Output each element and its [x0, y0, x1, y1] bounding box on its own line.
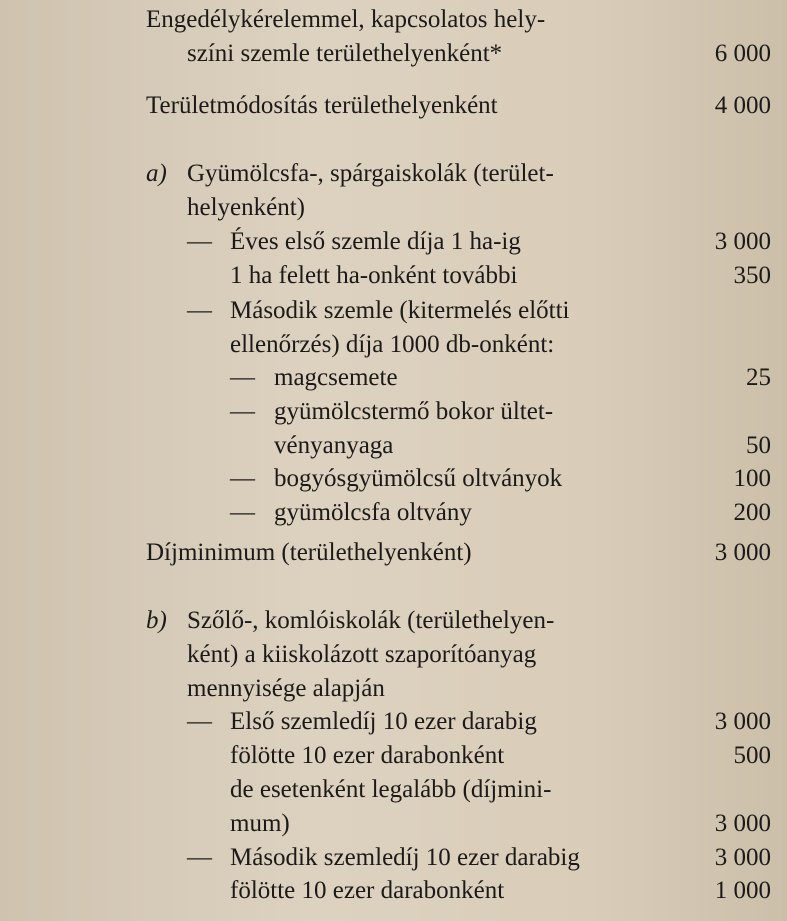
fee-value: 3 000 — [714, 708, 771, 735]
text-line: vényanyaga — [274, 432, 394, 459]
dash-mark: — — [187, 228, 212, 255]
fee-value: 3 000 — [714, 228, 771, 255]
text-line: Második szemle (kitermelés előtti — [230, 297, 570, 324]
text-line: Második szemledíj 10 ezer darabig — [230, 844, 580, 871]
dash-mark: — — [230, 364, 255, 391]
fee-value: 100 — [733, 465, 771, 492]
fee-value: 25 — [746, 364, 771, 391]
text-line: gyümölcstermő bokor ültet- — [274, 398, 554, 425]
text-line: Díjminimum (területhelyenként) — [146, 539, 472, 566]
fee-value: 3 000 — [714, 844, 771, 871]
section-heading: Gyümölcsfa-, spárgaiskolák (terület- — [187, 160, 554, 187]
dash-mark: — — [230, 499, 255, 526]
text-line: ként) a kiiskolázott szaporítóanyag — [187, 641, 537, 668]
fee-value: 200 — [733, 499, 771, 526]
section-marker: a) — [146, 160, 167, 187]
dash-mark: — — [187, 708, 212, 735]
fee-value: 4 000 — [714, 92, 771, 119]
text-line: fölötte 10 ezer darabonként — [230, 877, 505, 904]
text-line: 1 ha felett ha-onként további — [230, 262, 518, 289]
text-line: gyümölcsfa oltvány — [274, 499, 472, 526]
text-line: színi szemle területhelyenként* — [187, 40, 503, 67]
fee-value: 3 000 — [714, 810, 771, 837]
text-line: Területmódosítás területhelyenként — [146, 92, 498, 119]
text-line: Éves első szemle díja 1 ha-ig — [230, 228, 521, 255]
text-line: Első szemledíj 10 ezer darabig — [230, 708, 537, 735]
dash-mark: — — [230, 465, 255, 492]
dash-mark: — — [187, 844, 212, 871]
text-line: magcsemete — [274, 364, 398, 391]
section-marker: b) — [146, 607, 167, 634]
text-line: mum) — [230, 810, 290, 837]
text-line: bogyósgyümölcsű oltványok — [274, 465, 563, 492]
text-line: de esetenként legalább (díjmini- — [230, 776, 552, 803]
text-line: helyenként) — [187, 194, 306, 221]
fee-value: 1 000 — [714, 877, 771, 904]
dash-mark: — — [187, 297, 212, 324]
fee-value: 6 000 — [714, 40, 771, 67]
dash-mark: — — [230, 398, 255, 425]
text-line: mennyisége alapján — [187, 675, 385, 702]
text-line: Engedélykérelemmel, kapcsolatos hely- — [146, 6, 546, 33]
section-heading: Szőlő-, komlóiskolák (területhelyen- — [187, 607, 555, 634]
fee-value: 3 000 — [714, 539, 771, 566]
text-line: fölötte 10 ezer darabonként — [230, 742, 505, 769]
fee-value: 350 — [733, 262, 771, 289]
fee-value: 500 — [733, 742, 771, 769]
text-line: ellenőrzés) díja 1000 db-onként: — [230, 331, 555, 358]
fee-value: 50 — [746, 432, 771, 459]
